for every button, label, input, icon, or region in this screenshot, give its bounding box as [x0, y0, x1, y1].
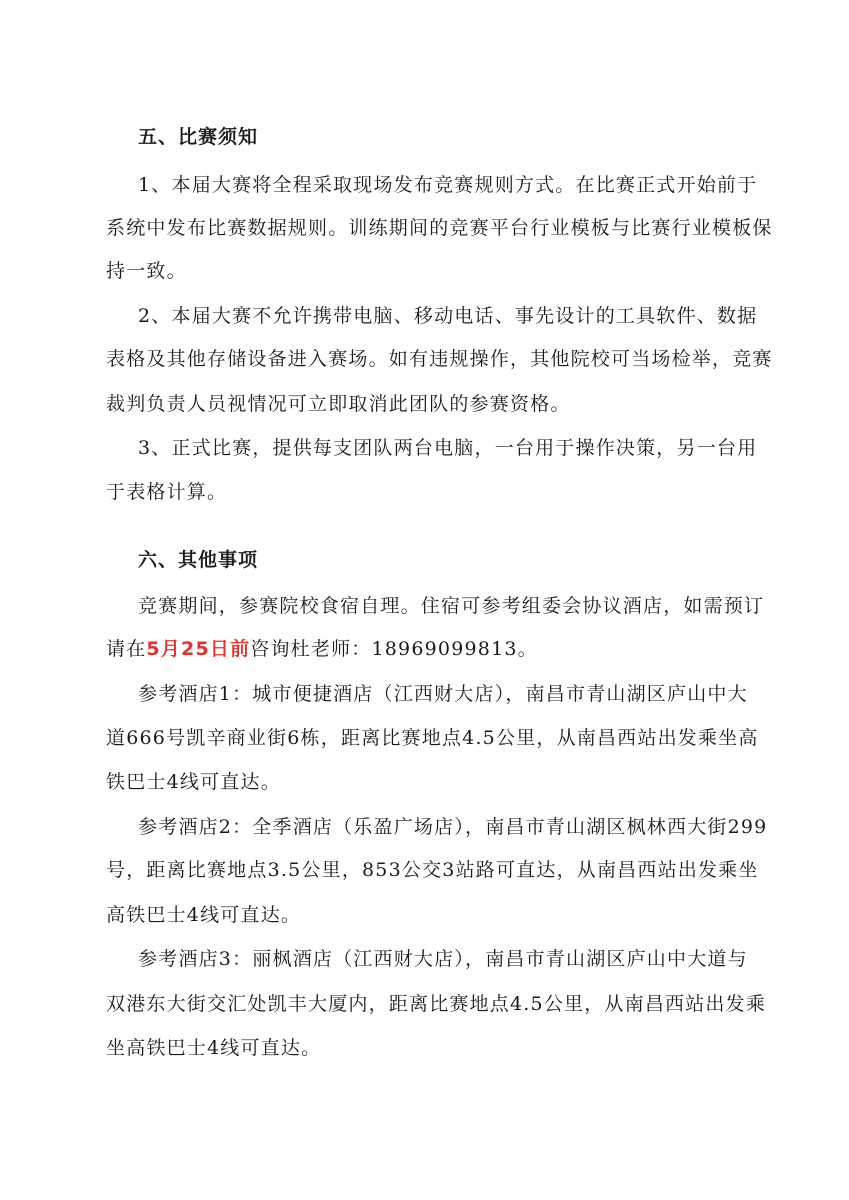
rule-2-line-3: 裁判负责人员视情况可立即取消此团队的参赛资格。	[106, 393, 571, 415]
deadline-highlight: 5月25日前	[146, 638, 251, 660]
accommodation-line-1: 竞赛期间，参赛院校食宿自理。住宿可参考组委会协议酒店，如需预订	[138, 595, 765, 617]
rule-3-line-2: 于表格计算。	[106, 481, 228, 503]
hotel-2-line-2: 号，距离比赛地点3.5公里，853公交3站路可直达，从南昌西站出发乘坐	[106, 859, 759, 881]
rule-2-line-2: 表格及其他存储设备进入赛场。如有违规操作，其他院校可当场检举，竞赛	[106, 348, 773, 370]
rule-1-line-3: 持一致。	[106, 260, 187, 282]
hotel-1-line-1: 参考酒店1：城市便捷酒店（江西财大店），南昌市青山湖区庐山中大	[138, 683, 748, 705]
section-heading-rules: 五、比赛须知	[138, 126, 259, 148]
contact-info: 咨询杜老师：18969099813。	[250, 638, 538, 660]
rule-1-line-1: 1、本届大赛将全程采取现场发布竞赛规则方式。在比赛正式开始前于	[138, 174, 758, 196]
rule-3-line-1: 3、正式比赛，提供每支团队两台电脑，一台用于操作决策，另一台用	[138, 437, 758, 459]
hotel-3-line-3: 坐高铁巴士4线可直达。	[106, 1037, 322, 1059]
rule-2-line-1: 2、本届大赛不允许携带电脑、移动电话、事先设计的工具软件、数据	[138, 305, 758, 327]
hotel-2-line-1: 参考酒店2：全季酒店（乐盈广场店），南昌市青山湖区枫林西大街299	[138, 816, 768, 838]
section-heading-other: 六、其他事项	[138, 549, 259, 571]
accommodation-prefix: 请在	[106, 638, 147, 660]
hotel-3-line-1: 参考酒店3：丽枫酒店（江西财大店），南昌市青山湖区庐山中大道与	[138, 948, 748, 970]
hotel-1-line-2: 道666号凯辛商业街6栋，距离比赛地点4.5公里，从南昌西站出发乘坐高	[106, 727, 759, 749]
hotel-2-line-3: 高铁巴士4线可直达。	[106, 904, 302, 926]
accommodation-line-2	[106, 634, 766, 664]
hotel-1-line-3: 铁巴士4线可直达。	[106, 771, 281, 793]
rule-1-line-2: 系统中发布比赛数据规则。训练期间的竞赛平台行业模板与比赛行业模板保	[106, 217, 773, 239]
hotel-3-line-2: 双港东大街交汇处凯丰大厦内，距离比赛地点4.5公里，从南昌西站出发乘	[106, 993, 767, 1015]
